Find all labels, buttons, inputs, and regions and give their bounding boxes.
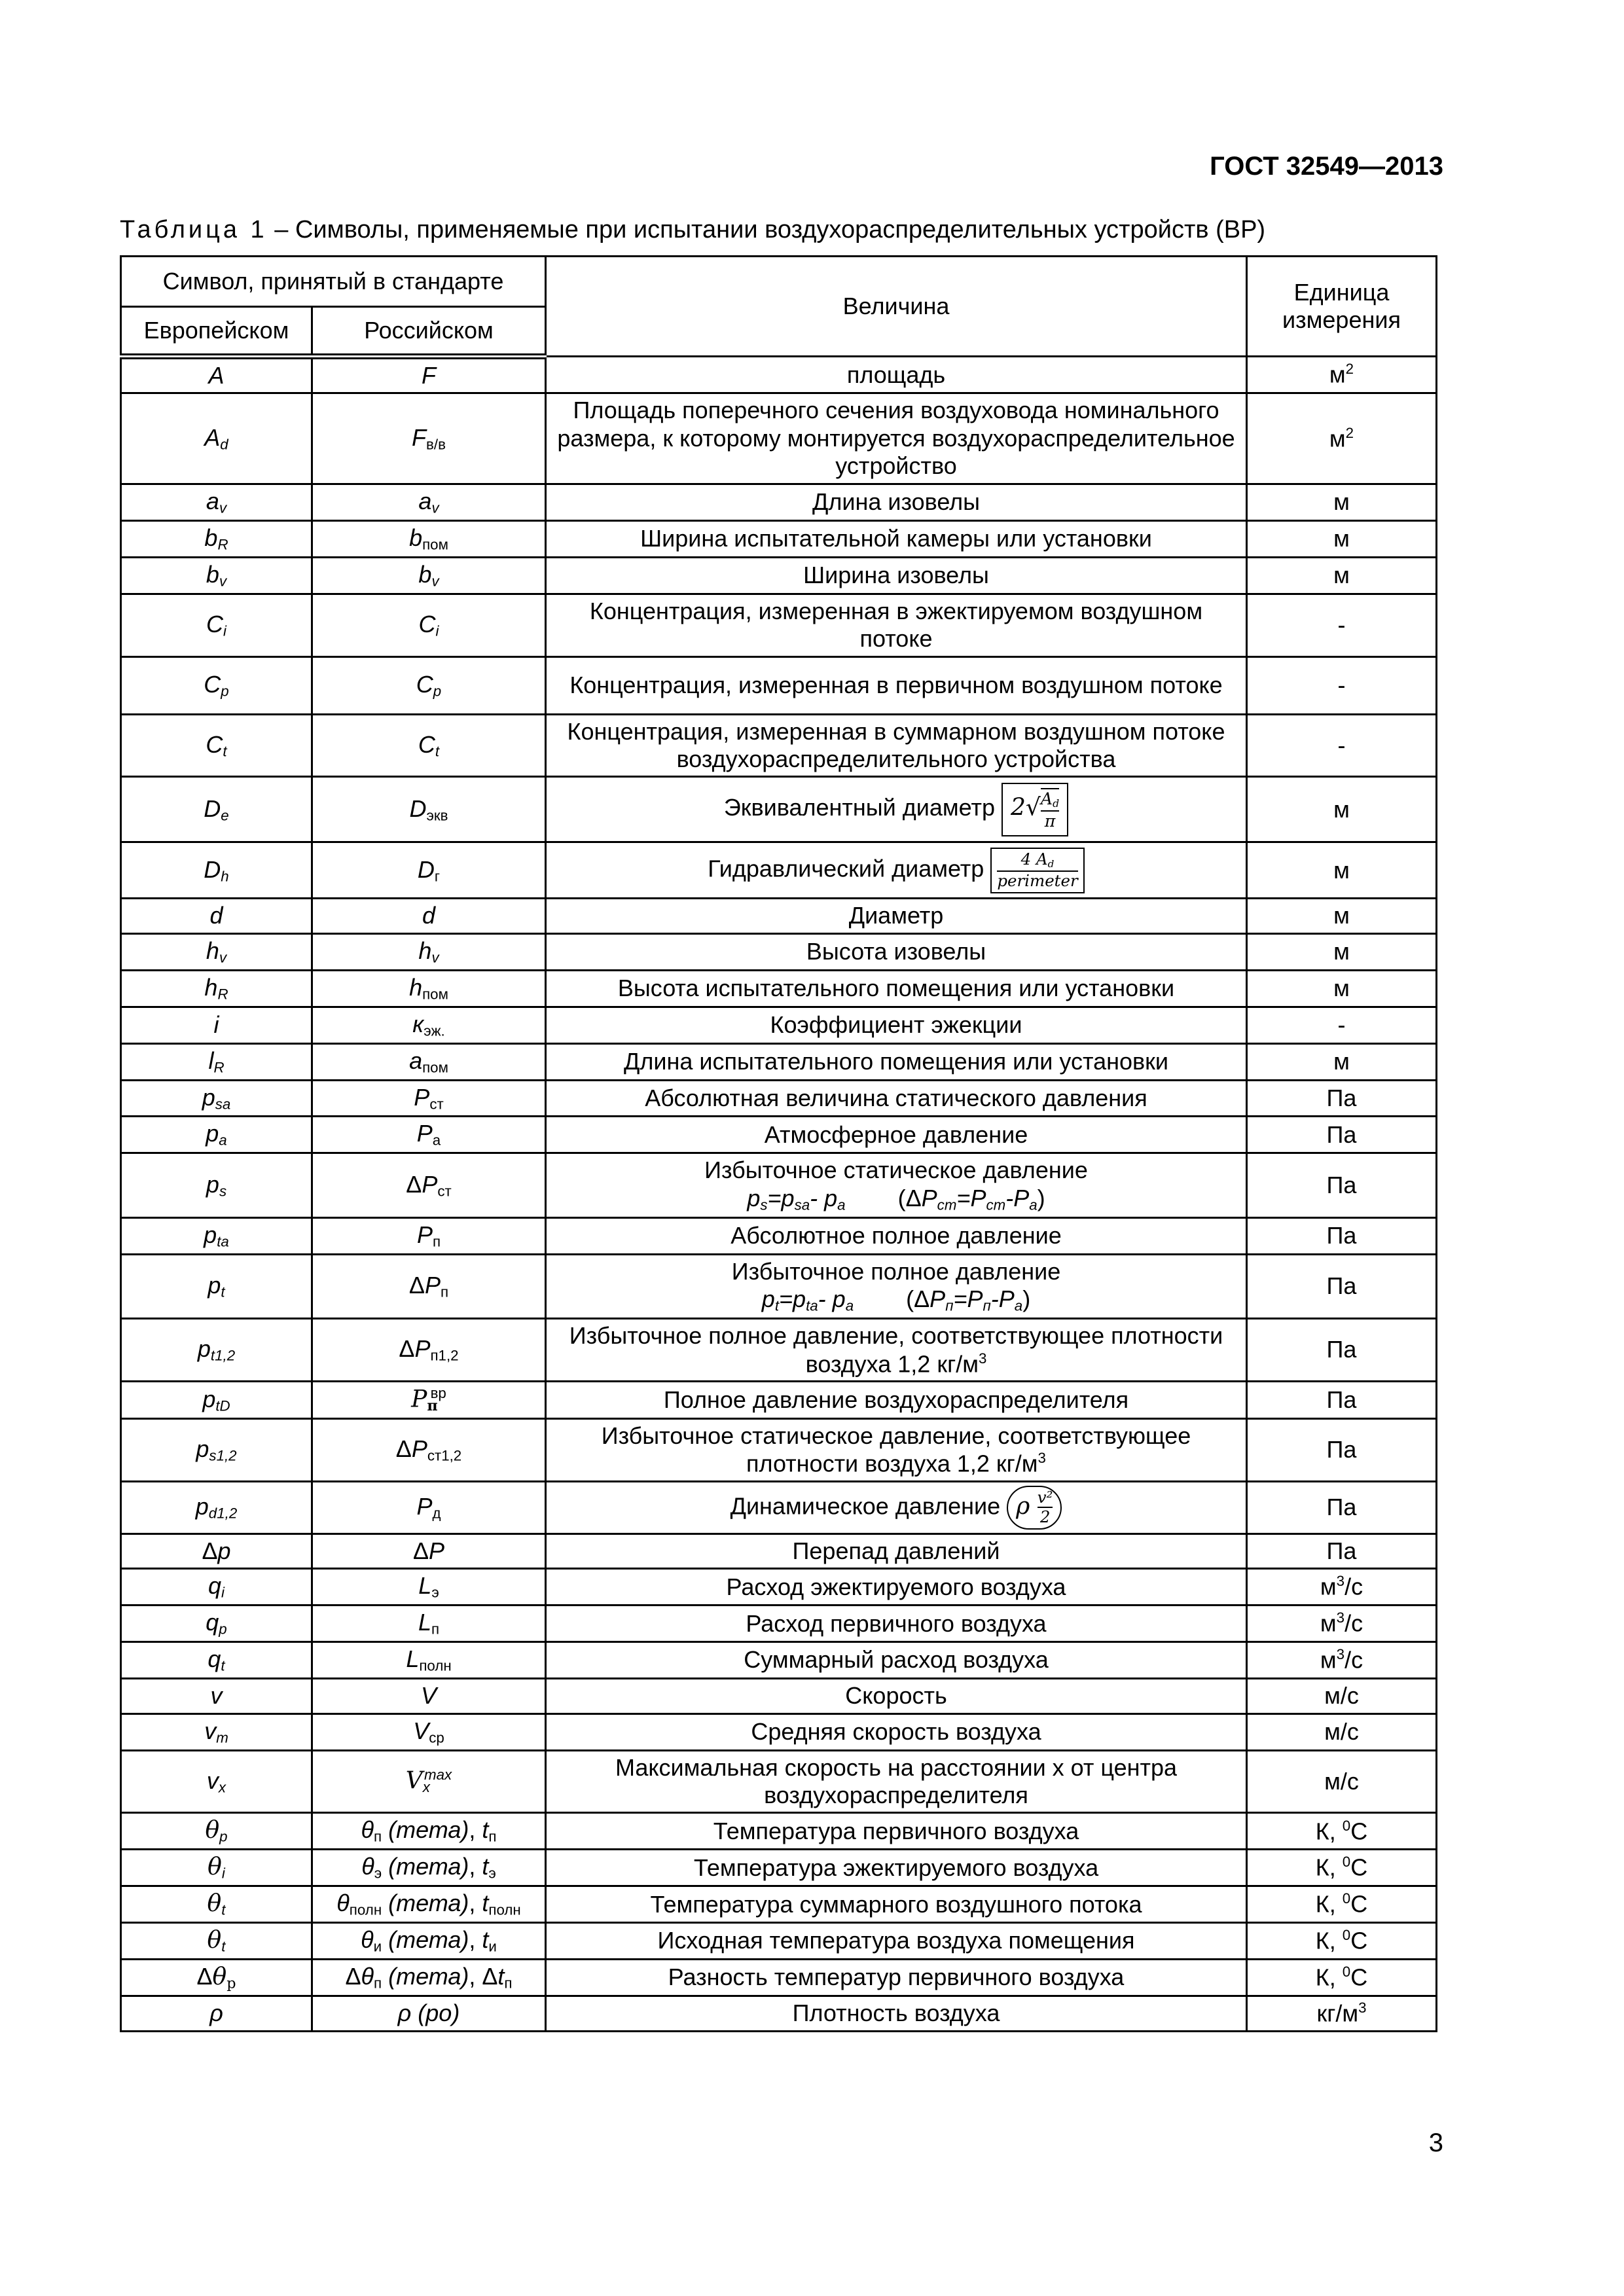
- symbol-european: $h_v$: [121, 933, 312, 970]
- unit-cell: -: [1247, 1007, 1437, 1043]
- symbol-russian: $L_э$: [312, 1569, 546, 1605]
- header-quantity: Величина: [546, 257, 1247, 357]
- unit-cell: м: [1247, 1043, 1437, 1080]
- quantity-text: Атмосферное давление: [764, 1121, 1028, 1148]
- unit-cell: $м^3/с$: [1247, 1642, 1437, 1679]
- unit-cell: Па: [1247, 1080, 1437, 1117]
- quantity-text: Высота испытательного помещения или установки: [617, 975, 1175, 1002]
- symbol-russian: $\Delta P_{ст1,2}$: [312, 1418, 546, 1481]
- symbol-european: $\Delta\theta_p$: [121, 1960, 312, 1996]
- quantity-text: Коэффициент эжекции: [770, 1011, 1022, 1038]
- quantity-cell: [546, 777, 1247, 842]
- table-row: [121, 393, 1437, 484]
- table-row: [121, 1679, 1437, 1713]
- table-row: [121, 777, 1437, 842]
- table-row: [121, 1642, 1437, 1679]
- unit-cell: м/с: [1247, 1713, 1437, 1750]
- unit-cell: Па: [1247, 1382, 1437, 1418]
- table-body: [121, 357, 1437, 2032]
- quantity-formula-line: $p_s=p_{sa}-$ $p_a$ $(\Delta P_{ст}=P_{ст}-P_а)$: [747, 1184, 1045, 1213]
- unit-cell: Па: [1247, 1418, 1437, 1481]
- symbol-russian: $к_{эж.}$: [312, 1007, 546, 1043]
- document-code: ГОСТ 32549—2013: [1210, 152, 1443, 181]
- quantity-text: Скорость: [845, 1682, 947, 1710]
- quantity-cell: [546, 1043, 1247, 1080]
- unit-cell: м: [1247, 842, 1437, 899]
- quantity-text: Высота изовелы: [806, 938, 986, 965]
- table-row: [121, 1043, 1437, 1080]
- symbol-russian: $a_v$: [312, 484, 546, 520]
- symbol-russian: $\theta_и$ (тета), $t_и$: [312, 1923, 546, 1960]
- quantity-text: Абсолютное полное давление: [731, 1221, 1062, 1249]
- quantity-cell: [546, 520, 1247, 557]
- symbol-european: $\theta_t$: [121, 1923, 312, 1960]
- symbol-russian: $b_v$: [312, 557, 546, 594]
- quantity-text: Температура первичного воздуха: [713, 1817, 1079, 1844]
- symbol-european: A: [121, 357, 312, 393]
- table-row: [121, 1750, 1437, 1813]
- symbol-russian: $a_{пом}$: [312, 1043, 546, 1080]
- symbol-european: $D_h$: [121, 842, 312, 899]
- unit-cell: Па: [1247, 1254, 1437, 1318]
- quantity-text: Средняя скорость воздуха: [751, 1717, 1041, 1745]
- quantity-cell: [546, 1153, 1247, 1217]
- unit-cell: К, $^0$С: [1247, 1923, 1437, 1960]
- table-row: [121, 1117, 1437, 1153]
- quantity-cell: [546, 1679, 1247, 1713]
- symbol-russian: $\Delta\theta_п$ (тета), $\Delta t_п$: [312, 1960, 546, 1996]
- quantity-cell: [546, 842, 1247, 899]
- symbol-european: $l_R$: [121, 1043, 312, 1080]
- quantity-text: Избыточное полное давление: [731, 1257, 1061, 1285]
- header-russian: Российском: [312, 307, 546, 357]
- table-row: [121, 594, 1437, 656]
- quantity-text: Ширина испытательной камеры или установки: [640, 525, 1152, 552]
- quantity-cell: [546, 1996, 1247, 2032]
- quantity-text: Полное давление воздухораспределителя: [663, 1386, 1129, 1413]
- unit-cell: Па: [1247, 1319, 1437, 1382]
- quantity-cell: [546, 357, 1247, 393]
- quantity-cell: [546, 1813, 1247, 1850]
- symbol-russian: d: [312, 899, 546, 933]
- quantity-text: Расход эжектируемого воздуха: [726, 1573, 1066, 1600]
- symbol-russian: $L_п$: [312, 1605, 546, 1642]
- unit-cell: м/с: [1247, 1750, 1437, 1813]
- header-symbol-group: Символ, принятый в стандарте: [121, 257, 546, 307]
- symbol-european: $q_t$: [121, 1642, 312, 1679]
- symbol-european: $b_R$: [121, 520, 312, 557]
- symbol-european: $p_{ta}$: [121, 1217, 312, 1254]
- table-row: [121, 714, 1437, 777]
- table-caption-label: Таблица 1: [120, 216, 268, 243]
- symbol-russian: $P_п$: [312, 1217, 546, 1254]
- quantity-cell: [546, 1254, 1247, 1318]
- table-row: [121, 1605, 1437, 1642]
- unit-cell: $кг/м^3$: [1247, 1996, 1437, 2032]
- table-row: [121, 1254, 1437, 1318]
- formula: 2√ $\frac{A_d}{\pi}$: [995, 794, 1068, 821]
- symbol-european: $q_i$: [121, 1569, 312, 1605]
- table-caption-text: – Символы, применяемые при испытании воздухораспределительных устройств (ВР): [274, 216, 1266, 243]
- quantity-text: Абсолютная величина статического давления: [645, 1084, 1147, 1111]
- quantity-cell: [546, 557, 1247, 594]
- quantity-text: Динамическое давление: [730, 1492, 1001, 1519]
- quantity-text: Исходная температура воздуха помещения: [657, 1927, 1135, 1954]
- unit-cell: м: [1247, 933, 1437, 970]
- table-row: [121, 1080, 1437, 1117]
- table-row: [121, 1960, 1437, 1996]
- quantity-cell: [546, 1642, 1247, 1679]
- unit-cell: м: [1247, 899, 1437, 933]
- quantity-cell: [546, 1750, 1247, 1813]
- symbol-russian: V: [312, 1679, 546, 1713]
- symbol-european: $C_p$: [121, 656, 312, 714]
- symbol-european: $p_{sa}$: [121, 1080, 312, 1117]
- table-row: [121, 933, 1437, 970]
- quantity-text: Диаметр: [848, 902, 944, 929]
- symbol-european: $p_a$: [121, 1117, 312, 1153]
- quantity-cell: [546, 1217, 1247, 1254]
- quantity-text: Гидравлический диаметр: [708, 855, 984, 882]
- symbol-european: $D_e$: [121, 777, 312, 842]
- symbol-european: $\theta_t$: [121, 1886, 312, 1923]
- symbol-european: $p_{tD}$: [121, 1382, 312, 1418]
- unit-cell: $м^2$: [1247, 357, 1437, 393]
- quantity-text: Ширина изовелы: [803, 561, 989, 588]
- table-row: [121, 1481, 1437, 1534]
- quantity-cell: [546, 933, 1247, 970]
- quantity-text: Длина испытательного помещения или установки: [624, 1047, 1168, 1075]
- quantity-text: площадь: [846, 361, 946, 388]
- quantity-text: Максимальная скорость на расстоянии x от центра воздухораспределителя: [615, 1753, 1178, 1809]
- symbol-russian: $P_д$: [312, 1481, 546, 1534]
- formula: 4 $A_d$ perimeter: [984, 855, 1084, 882]
- table-row: [121, 1382, 1437, 1418]
- symbol-european: $C_i$: [121, 594, 312, 656]
- unit-cell: Па: [1247, 1481, 1437, 1534]
- unit-cell: К, $^0$С: [1247, 1960, 1437, 1996]
- symbol-russian: $P_п^{вр}$: [312, 1382, 546, 1418]
- quantity-text: Температура эжектируемого воздуха: [693, 1854, 1099, 1881]
- table-row: [121, 1569, 1437, 1605]
- symbol-european: d: [121, 899, 312, 933]
- unit-cell: Па: [1247, 1534, 1437, 1568]
- quantity-cell: Избыточное полное давление, соответствующее плотности воздуха 1,2 $кг/м^3$: [546, 1319, 1247, 1382]
- symbol-european: $\theta_i$: [121, 1850, 312, 1886]
- quantity-cell: [546, 1080, 1247, 1117]
- symbol-russian: $P_{ст}$: [312, 1080, 546, 1117]
- symbol-russian: $\theta_п$ (тета), $t_п$: [312, 1813, 546, 1850]
- symbol-european: $p_s$: [121, 1153, 312, 1217]
- symbol-russian: $P_а$: [312, 1117, 546, 1153]
- quantity-text: Концентрация, измеренная в суммарном воздушном потоке воздухораспределительного устройства: [567, 717, 1225, 772]
- page-number: 3: [1428, 2128, 1443, 2157]
- symbol-russian: $C_p$: [312, 656, 546, 714]
- quantity-text: Эквивалентный диаметр: [723, 794, 996, 821]
- symbol-russian: $b_{пом}$: [312, 520, 546, 557]
- quantity-text: Избыточное статическое давление: [704, 1157, 1088, 1184]
- quantity-cell: [546, 1605, 1247, 1642]
- symbol-european: $b_v$: [121, 557, 312, 594]
- quantity-formula-line: $p_t=p_{ta}-$ $p_a$ $(\Delta P_п=P_п-P_а)$: [761, 1285, 1031, 1314]
- quantity-cell: [546, 1382, 1247, 1418]
- quantity-cell: [546, 1850, 1247, 1886]
- quantity-cell: [546, 1481, 1247, 1534]
- quantity-cell: [546, 484, 1247, 520]
- symbol-european: $p_t$: [121, 1254, 312, 1318]
- table-row: [121, 1713, 1437, 1750]
- symbol-european: $v_x$: [121, 1750, 312, 1813]
- table-row: [121, 1007, 1437, 1043]
- table-row: [121, 656, 1437, 714]
- table-row: [121, 1534, 1437, 1568]
- quantity-text: Концентрация, измеренная в первичном воздушном потоке: [569, 671, 1223, 698]
- table-row: [121, 484, 1437, 520]
- symbol-russian: $F_{в/в}$: [312, 393, 546, 484]
- quantity-cell: [546, 1117, 1247, 1153]
- symbol-european: $C_t$: [121, 714, 312, 777]
- table-row: [121, 357, 1437, 393]
- unit-cell: Па: [1247, 1153, 1437, 1217]
- table-row: [121, 1319, 1437, 1382]
- unit-cell: К, $^0$С: [1247, 1886, 1437, 1923]
- table-row: [121, 1217, 1437, 1254]
- symbol-russian: $V_x^{max}$: [312, 1750, 546, 1813]
- quantity-text: Разность температур первичного воздуха: [668, 1964, 1125, 1991]
- unit-cell: -: [1247, 714, 1437, 777]
- unit-cell: м: [1247, 520, 1437, 557]
- symbol-russian: $C_i$: [312, 594, 546, 656]
- symbol-european: $v_m$: [121, 1713, 312, 1750]
- quantity-cell: [546, 656, 1247, 714]
- table-row: [121, 1153, 1437, 1217]
- unit-cell: $м^2$: [1247, 393, 1437, 484]
- table-row: [121, 899, 1437, 933]
- table-row: [121, 1850, 1437, 1886]
- symbol-european: i: [121, 1007, 312, 1043]
- unit-cell: м: [1247, 970, 1437, 1007]
- quantity-cell: [546, 899, 1247, 933]
- unit-cell: $м^3/с$: [1247, 1569, 1437, 1605]
- table-row: [121, 1813, 1437, 1850]
- symbol-russian: ρ (ро): [312, 1996, 546, 2032]
- symbol-european: $p_{t1,2}$: [121, 1319, 312, 1382]
- quantity-text: Концентрация, измеренная в эжектируемом воздушном потоке: [589, 597, 1203, 653]
- symbol-russian: $\theta_{полн}$ (тета), $t_{полн}$: [312, 1886, 546, 1923]
- quantity-text: Суммарный расход воздуха: [744, 1646, 1049, 1674]
- table-row: [121, 970, 1437, 1007]
- symbols-table: [120, 255, 1437, 2032]
- symbol-russian: $V_{ср}$: [312, 1713, 546, 1750]
- unit-cell: -: [1247, 594, 1437, 656]
- table-row: [121, 1923, 1437, 1960]
- unit-cell: К, $^0$С: [1247, 1850, 1437, 1886]
- symbol-european: $p_{s1,2}$: [121, 1418, 312, 1481]
- unit-cell: -: [1247, 656, 1437, 714]
- table-row: [121, 1886, 1437, 1923]
- quantity-cell: [546, 970, 1247, 1007]
- table-row: [121, 520, 1437, 557]
- quantity-cell: Избыточное статическое давление, соответствующее плотности воздуха 1,2 $кг/м^3$: [546, 1418, 1247, 1481]
- quantity-text: Длина изовелы: [812, 488, 981, 516]
- symbol-russian: $\Delta P_{ст}$: [312, 1153, 546, 1217]
- quantity-text: Температура суммарного воздушного потока: [650, 1890, 1142, 1918]
- symbol-european: v: [121, 1679, 312, 1713]
- table-row: [121, 1418, 1437, 1481]
- symbol-european: ρ: [121, 1996, 312, 2032]
- symbol-european: Δp: [121, 1534, 312, 1568]
- symbol-russian: $\Delta P_{п1,2}$: [312, 1319, 546, 1382]
- quantity-text: Плотность воздуха: [792, 2000, 1000, 2027]
- unit-cell: м: [1247, 557, 1437, 594]
- symbol-european: $\theta_p$: [121, 1813, 312, 1850]
- symbol-russian: $h_v$: [312, 933, 546, 970]
- quantity-cell: [546, 1886, 1247, 1923]
- quantity-cell: [546, 1007, 1247, 1043]
- quantity-cell: [546, 1960, 1247, 1996]
- symbol-russian: $\Delta P_п$: [312, 1254, 546, 1318]
- table-row: [121, 1996, 1437, 2032]
- symbol-russian: $L_{полн}$: [312, 1642, 546, 1679]
- symbol-european: $q_p$: [121, 1605, 312, 1642]
- quantity-text: Перепад давлений: [792, 1537, 1000, 1564]
- quantity-cell: [546, 1713, 1247, 1750]
- quantity-cell: [546, 393, 1247, 484]
- symbol-european: $A_d$: [121, 393, 312, 484]
- header-unit: Единица измерения: [1247, 257, 1437, 357]
- symbol-russian: $h_{пом}$: [312, 970, 546, 1007]
- symbol-russian: $D_г$: [312, 842, 546, 899]
- symbol-russian: $C_t$: [312, 714, 546, 777]
- unit-cell: К, $^0$С: [1247, 1813, 1437, 1850]
- unit-cell: Па: [1247, 1117, 1437, 1153]
- unit-cell: м: [1247, 777, 1437, 842]
- symbol-european: $p_{d1,2}$: [121, 1481, 312, 1534]
- symbol-russian: ΔP: [312, 1534, 546, 1568]
- quantity-cell: [546, 1569, 1247, 1605]
- quantity-text: Площадь поперечного сечения воздуховода номинального размера, к которому монтируется воздухораспределительное устройство: [557, 397, 1235, 480]
- quantity-text: Расход первичного воздуха: [746, 1609, 1047, 1637]
- unit-cell: Па: [1247, 1217, 1437, 1254]
- quantity-cell: [546, 594, 1247, 656]
- symbol-european: $h_R$: [121, 970, 312, 1007]
- symbol-russian: $\theta_э$ (тета), $t_э$: [312, 1850, 546, 1886]
- symbol-russian: F: [312, 357, 546, 393]
- table-row: [121, 557, 1437, 594]
- quantity-cell: [546, 714, 1247, 777]
- unit-cell: $м^3/с$: [1247, 1605, 1437, 1642]
- formula: ρ $\frac{\text{v²}}{2}$: [1000, 1492, 1062, 1519]
- quantity-cell: [546, 1923, 1247, 1960]
- quantity-cell: [546, 1534, 1247, 1568]
- symbol-european: $a_v$: [121, 484, 312, 520]
- table-caption: [120, 216, 1265, 244]
- unit-cell: м/с: [1247, 1679, 1437, 1713]
- header-european: Европейском: [121, 307, 312, 357]
- unit-cell: м: [1247, 484, 1437, 520]
- table-row: [121, 842, 1437, 899]
- symbol-russian: $D_{экв}$: [312, 777, 546, 842]
